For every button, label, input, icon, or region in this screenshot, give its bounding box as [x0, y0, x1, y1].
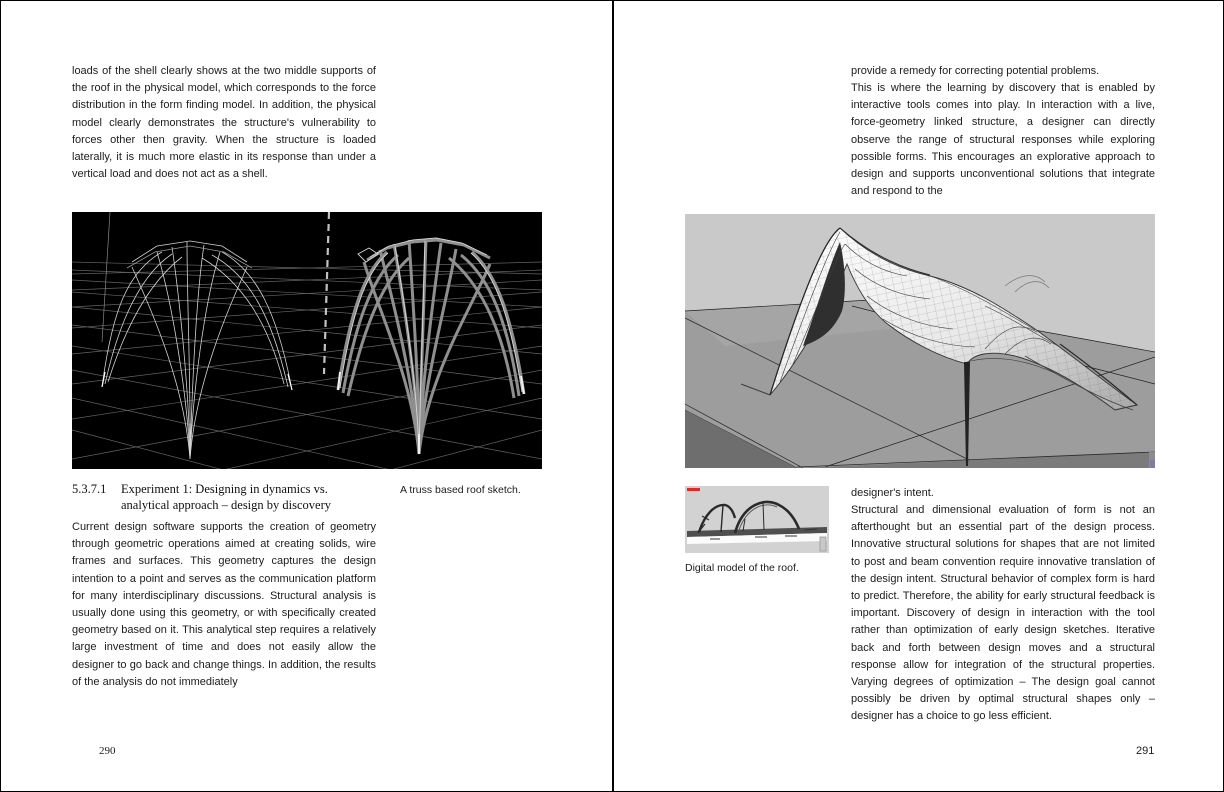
- right-bottom-paragraph: Structural and dimensional evaluation of form is not an afterthought but an essential part of the design process. Innovative structural solutions for shapes that are not limited to post and beam convention require innovative translation of the design intent. Structural behavior of complex form is hard to predict. Therefore, the ability for early structural feedback is important. Discovery of design in interaction with the tool rather than optimization of early design sketches. Iterative back and forth between design moves and a structural response allow for integration of the structural properties. Varying degrees of optimization – The design goal cannot possibly be driven by optimal structural shapes only – designer has a choice to go less efficient.: [851, 504, 1155, 723]
- scrollbar-thumb: [820, 537, 826, 551]
- truss-figure-caption: A truss based roof sketch.: [400, 484, 521, 496]
- right-top-paragraph: This is where the learning by discovery that is enabled by interactive tools comes into play. In interaction with a live, force-geometry linked structure, a designer can directly observe the range of structural responses while exploring possible forms. This encourages an explorative approach to design and supports unconventional solutions that integrate and respond to the: [851, 82, 1155, 198]
- red-marker: [687, 488, 700, 491]
- digital-roof-thumbnail-figure: [685, 486, 829, 553]
- section-heading: [72, 481, 392, 513]
- truss-roof-sketch-figure: [72, 212, 542, 469]
- digital-roof-model-render: [685, 214, 1155, 468]
- page-divider: [612, 1, 614, 792]
- thumbnail-caption: Digital model of the roof.: [685, 562, 799, 574]
- page-number-right: 291: [1136, 745, 1155, 757]
- truss-roof-sketch-render: [72, 212, 542, 469]
- left-top-paragraph: loads of the shell clearly shows at the two middle supports of the roof in the physical model, which corresponds to the force distribution in the form finding model. In addition, the physical model clearly demonstrates the structure's vulnerability to forces other then gravity. When the structure is loaded laterally, it is much more elastic in its response than under a vertical load and does not act as a shell.: [72, 65, 376, 181]
- section-title: Experiment 1: Designing in dynamics vs. analytical approach – design by discovery: [121, 482, 331, 512]
- right-bottom-lead-line: designer's intent.: [851, 487, 934, 499]
- right-top-continuation-line: provide a remedy for correcting potential problems.: [851, 65, 1100, 77]
- roof-render-figure: [685, 214, 1155, 468]
- page-number-left: 290: [99, 745, 116, 757]
- left-body-paragraph: Current design software supports the creation of geometry through geometric operations aimed at creating solids, wire frames and surfaces. This geometry captures the design intention to a point and serves as the communication platform for many interdisciplinary discussions. Structural analysis is usually done using this geometry, or with specifically created geometry based on it. This analytical step requires a relatively large investment of time and does not easily allow the designer to go back and change things. In addition, the results of the analysis do not immediately: [72, 521, 376, 688]
- section-number: 5.3.7.1: [72, 482, 107, 496]
- digital-roof-thumbnail: [685, 486, 829, 553]
